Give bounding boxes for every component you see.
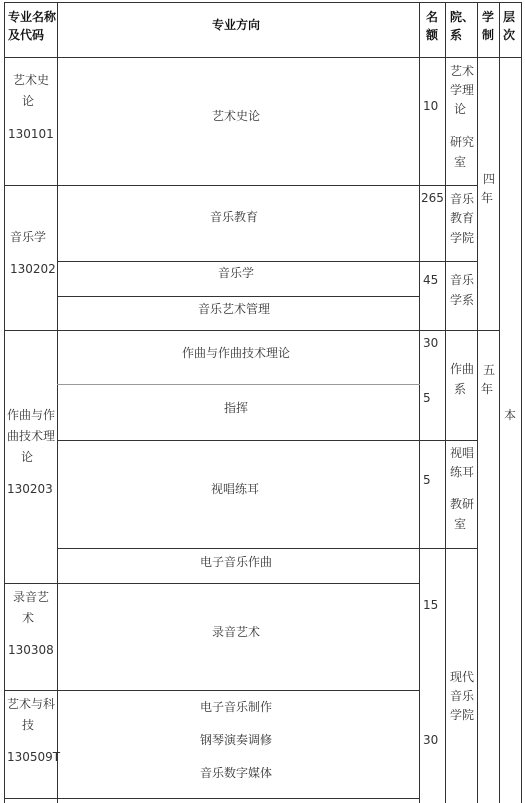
major-code: 130308 bbox=[8, 643, 54, 657]
direction-cell: 音乐数字媒体 bbox=[200, 766, 273, 780]
header-dept-line2: 系 bbox=[450, 28, 463, 42]
dept-cell: 研究 bbox=[450, 135, 475, 149]
row-divider bbox=[4, 690, 420, 691]
header-level-line1: 层 bbox=[503, 10, 516, 24]
quota-cell: 10 bbox=[423, 99, 439, 113]
duration-cell: 四 bbox=[483, 172, 496, 186]
dept-cell: 视唱 bbox=[450, 446, 475, 460]
header-major-line1: 专业名称 bbox=[8, 10, 57, 24]
row-divider bbox=[4, 330, 500, 331]
dept-cell: 现代 bbox=[450, 670, 475, 684]
duration-cell: 五 bbox=[483, 363, 496, 377]
col-divider bbox=[419, 2, 420, 803]
dept-cell: 学系 bbox=[450, 293, 475, 307]
dept-cell: 艺术 bbox=[450, 64, 475, 78]
duration-cell: 年 bbox=[481, 382, 494, 396]
major-name: 艺术史 bbox=[13, 73, 50, 87]
duration-cell: 年 bbox=[481, 191, 494, 205]
row-divider bbox=[4, 185, 478, 186]
col-divider bbox=[445, 2, 446, 803]
major-name: 作曲与作 bbox=[7, 408, 56, 422]
major-name: 艺术与科 bbox=[7, 697, 56, 711]
quota-cell: 30 bbox=[423, 733, 439, 747]
major-code: 130203 bbox=[7, 482, 53, 496]
header-level-line2: 次 bbox=[503, 28, 516, 42]
direction-cell: 视唱练耳 bbox=[211, 482, 260, 496]
dept-cell: 室 bbox=[454, 517, 467, 531]
header-dept-line1: 院、 bbox=[450, 10, 475, 24]
quota-cell: 5 bbox=[423, 473, 431, 487]
row-divider bbox=[57, 440, 478, 441]
direction-cell: 指挥 bbox=[224, 401, 249, 415]
col-divider bbox=[477, 2, 478, 803]
dept-cell: 教研 bbox=[450, 497, 475, 511]
header-direction: 专业方向 bbox=[212, 18, 261, 32]
major-name: 论 bbox=[22, 94, 35, 108]
direction-cell: 音乐学 bbox=[218, 266, 255, 280]
col-divider bbox=[57, 2, 58, 803]
dept-cell: 作曲 bbox=[450, 362, 475, 376]
direction-cell: 音乐艺术管理 bbox=[198, 302, 271, 316]
major-code: 130101 bbox=[8, 127, 54, 141]
row-divider bbox=[57, 548, 478, 549]
direction-cell: 电子音乐制作 bbox=[200, 700, 273, 714]
direction-cell: 钢琴演奏调修 bbox=[200, 733, 273, 747]
major-name: 录音艺 bbox=[13, 590, 50, 604]
row-divider bbox=[57, 384, 420, 385]
direction-cell: 艺术史论 bbox=[212, 109, 261, 123]
header-duration-line2: 制 bbox=[482, 28, 495, 42]
dept-cell: 室 bbox=[454, 155, 467, 169]
header-major-line2: 及代码 bbox=[8, 28, 45, 42]
row-divider bbox=[4, 798, 420, 799]
major-name: 术 bbox=[22, 611, 35, 625]
dept-cell: 音乐 bbox=[450, 689, 475, 703]
dept-cell: 教育 bbox=[450, 211, 475, 225]
major-code: 130202 bbox=[10, 262, 56, 276]
dept-cell: 学院 bbox=[450, 708, 475, 722]
header-quota-line2: 额 bbox=[426, 28, 439, 42]
quota-cell: 30 bbox=[423, 336, 439, 350]
row-divider bbox=[57, 261, 478, 262]
direction-cell: 录音艺术 bbox=[212, 625, 261, 639]
dept-cell: 音乐 bbox=[450, 273, 475, 287]
major-code: 130509T bbox=[7, 750, 61, 764]
header-quota-line1: 名 bbox=[426, 10, 439, 24]
major-name: 曲技术理 bbox=[7, 429, 56, 443]
level-cell: 本 bbox=[504, 408, 517, 422]
dept-cell: 音乐 bbox=[450, 192, 475, 206]
direction-cell: 电子音乐作曲 bbox=[200, 555, 273, 569]
table-border-left bbox=[4, 2, 5, 803]
quota-cell: 45 bbox=[423, 273, 439, 287]
dept-cell: 学院 bbox=[450, 231, 475, 245]
table-border-right bbox=[521, 2, 522, 803]
dept-cell: 系 bbox=[454, 382, 467, 396]
quota-cell: 5 bbox=[423, 391, 431, 405]
major-name: 音乐学 bbox=[10, 230, 47, 244]
row-divider bbox=[4, 583, 420, 584]
header-divider bbox=[4, 57, 522, 58]
major-name: 论 bbox=[21, 450, 34, 464]
direction-cell: 作曲与作曲技术理论 bbox=[182, 346, 291, 360]
dept-cell: 练耳 bbox=[450, 465, 475, 479]
major-name: 技 bbox=[22, 718, 35, 732]
quota-cell: 265 bbox=[421, 191, 444, 205]
row-divider bbox=[57, 296, 420, 297]
direction-cell: 音乐教育 bbox=[210, 210, 259, 224]
quota-cell: 15 bbox=[423, 598, 439, 612]
dept-cell: 学理 bbox=[450, 83, 475, 97]
dept-cell: 论 bbox=[454, 102, 467, 116]
header-duration-line1: 学 bbox=[482, 10, 495, 24]
col-divider bbox=[499, 2, 500, 803]
